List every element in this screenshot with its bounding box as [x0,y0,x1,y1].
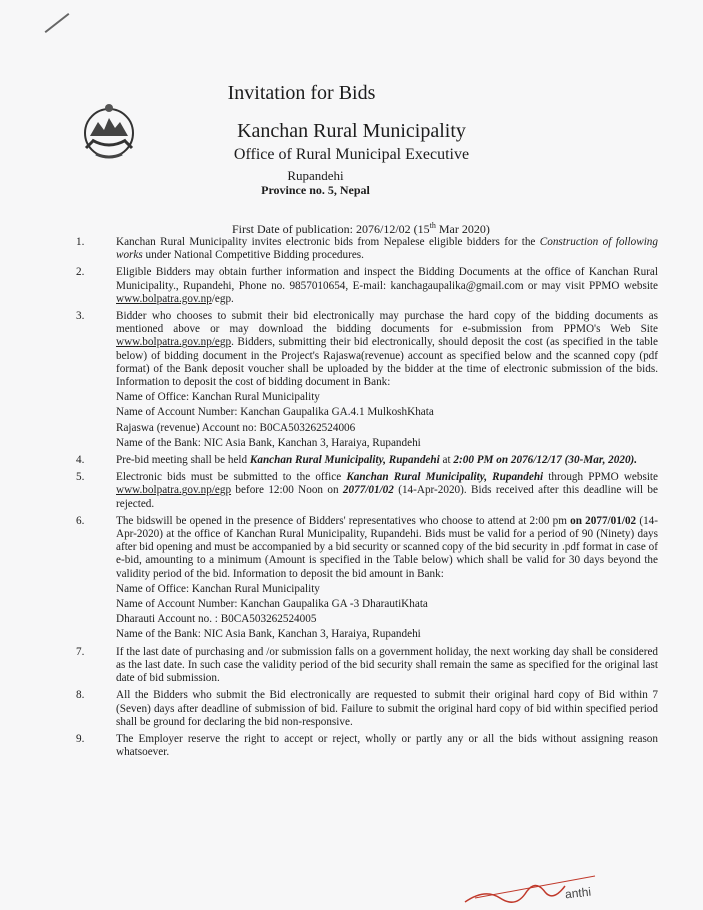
bid-clauses [58,236,658,763]
bank-line: Name of the Bank: NIC Asia Bank, Kanchan 3, Haraiya, Rupandehi [116,436,421,449]
clause-4: 4. Pre-bid meeting shall be held Kanchan Rural Municipality, Rupandehi at 2:00 PM on 2076/12/17 (30-Mar, 2020). [76,454,638,467]
account-name-line: Name of Account Number: Kanchan Gaupalika GA.4.1 MulkoshKhata [116,406,434,419]
document-title: Invitation for Bids [227,82,376,104]
clause-number: 5. [76,471,85,484]
office-line: Name of Office: Kanchan Rural Municipality [116,391,320,404]
account-number-line: Dharauti Account no. : B0CA503262524005 [116,613,317,626]
ppmo-egp-link[interactable]: www.bolpatra.gov.np/egp [116,484,232,497]
stamp-text: anthi [564,884,592,902]
clause-7: 7. If the last date of purchasing and /or submission falls on a government holiday, the next working day shall be considered as the last date. In such case the validity period of the bid security shall remain the same as specified for the original last date of bid submission. [76,645,658,685]
clause-number: 1. [76,236,85,248]
clause-5: 5. Electronic bids must be submitted to the office Kanchan Rural Municipality, Rupandehi through PPMO website www.bolpatra.gov.np/egp before 12:00 Noon on 2077/01/02 (14-Apr-2020). Bids received after this deadline will be rejected. [76,471,659,510]
account-name-line: Name of Account Number: Kanchan Gaupalika GA -3 DharautiKhata [116,598,428,611]
publication-date: First Date of publication: 2076/12/02 (15th Mar 2020) [232,221,490,236]
clause-number: 3. [76,310,85,323]
organization-name: Kanchan Rural Municipality [237,120,466,142]
province-name: Province no. 5, Nepal [261,183,370,197]
account-number-line: Rajaswa (revenue) Account no: B0CA503262524006 [116,421,356,434]
clause-9: 9. The Employer reserve the right to accept or reject, wholly or partly any or all the bids without assigning reason whatsoever. [76,732,658,759]
clause-number: 8. [76,689,85,702]
office-name: Office of Rural Municipal Executive [233,146,470,163]
ppmo-egp-link[interactable]: www.bolpatra.gov.np/egp [116,336,232,349]
clause-1: 1. Kanchan Rural Municipality invites electronic bids from Nepalese eligible bidders for the Construction of following works under National Competitive Bidding procedures. [76,236,658,262]
clause-number: 2. [76,266,85,279]
clause-2: 2. Eligible Bidders may obtain further information and inspect the Bidding Documents at the office of Kanchan Rural Municipality., Rupandehi, Phone no. 9857010654, E-mail: kanchagaupalika@gmail.com or may visit PPMO website www.bolpatra.gov.np/egp. [76,266,658,305]
pen-mark [45,13,70,33]
office-line: Name of Office: Kanchan Rural Municipality [116,582,320,595]
clause-6: 6. The bidswill be opened in the presence of Bidders' representatives who choose to attend at 2:00 pm on 2077/01/02 (14-Apr-2020) at the office of Kanchan Rural Municipality, Rupandehi. Bids must be valid for a period of 90 (Ninety) days after bid opening and must be accompanied by a bid security or scanned copy of the bid security in .pdf format in case of e-bid, amounting to a minimum (Amount is specified in the Table below) which shall be valid for 30 days beyond the validity period of the bid. Information to deposit the bid amount in Bank: Name of Office: Kanchan Rural Municipality Name of Account Number: Kanchan Gaupalika GA -3 DharautiKhata Dharauti Account no. : B0CA503262524005 Name of the Bank: NIC Asia Bank, Kanchan 3, Haraiya, Rupandehi [76,514,658,641]
bank-line: Name of the Bank: NIC Asia Bank, Kanchan 3, Haraiya, Rupandehi [116,628,421,641]
clause-8: 8. All the Bidders who submit the Bid electronically are requested to submit their original hard copy of Bid within 7 (Seven) days after deadline of submission of bid. Failure to submit the original hard copy of bid within specified period shall be ground for declaring the bid non-responsive. [76,689,658,728]
district-name: Rupandehi [287,168,344,183]
clause-3: 3. Bidder who chooses to submit their bid electronically may purchase the hard copy of the bidding documents as mentioned above or may download the bidding documents for e-submission from PPMO's Web Site www.bolpatra.gov.np/egp. Bidders, submitting their bid electronically, should deposit the cost (as specified in the table below) of bidding document in the Project's Rajaswa(revenue) account as specified below and the scanned copy (pdf format) of the Bank deposit voucher shall be uploaded by the bidder at the time of electronic submission of the bids. Information to deposit the cost of bidding document in Bank: Name of Office: Kanchan Rural Municipality Name of Account Number: Kanchan Gaupalika GA.4.1 MulkoshKhata Rajaswa (revenue) Account no: B0CA503262524006 Name of the Bank: NIC Asia Bank, Kanchan 3, Haraiya, Rupandehi [76,310,658,449]
clause-number: 4. [76,454,85,467]
ppmo-link[interactable]: www.bolpatra.gov.np [116,292,212,305]
clause-number: 9. [76,732,85,745]
clause-number: 7. [76,645,85,658]
clause-number: 6. [76,514,85,527]
